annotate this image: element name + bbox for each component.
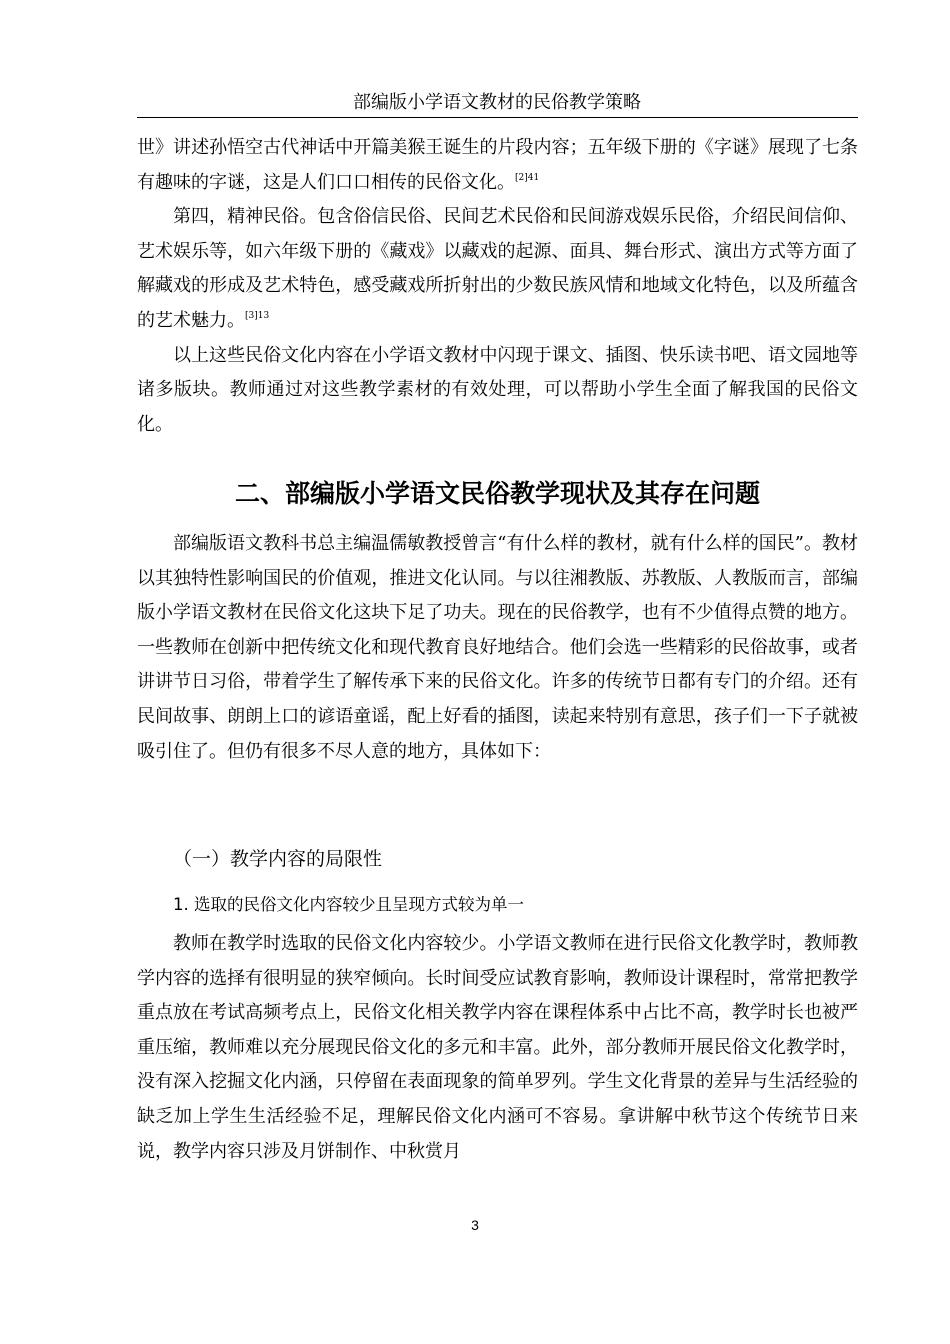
- page-number: 3: [471, 1217, 479, 1233]
- body-block-2: [137, 527, 858, 769]
- body-block-3: [137, 927, 858, 1169]
- header-rule: [137, 117, 858, 118]
- section-heading: 二、部编版小学语文民俗教学现状及其存在问题: [234, 479, 760, 508]
- paragraph-text: 世》讲述孙悟空古代神话中开篇美猴王诞生的片段内容；五年级下册的《字谜》展现了七条有趣味的字谜，这是人们口口相传的民俗文化。: [137, 137, 858, 193]
- paragraph: [137, 927, 858, 1169]
- paragraph-text: 第四，精神民俗。包含俗信民俗、民间艺术民俗和民间游戏娱乐民俗，介绍民间信仰、艺术娱乐等，如六年级下册的《藏戏》以藏戏的起源、面具、舞台形式、演出方式等方面了解藏戏的形成及艺术特色，感受藏戏所折射出的少数民族风情和地域文化特色，以及所蕴含的艺术魅力。: [137, 206, 858, 331]
- paragraph: [137, 131, 858, 200]
- running-header: 部编版小学语文教材的民俗教学策略: [353, 92, 641, 113]
- paragraph: [137, 200, 858, 338]
- citation-marker: [3]13: [245, 310, 270, 321]
- paragraph-text: 教师在教学时选取的民俗文化内容较少。小学语文教师在进行民俗文化教学时，教师教学内容的选择有很明显的狭窄倾向。长时间受应试教育影响，教师设计课程时，常常把教学重点放在考试高频考点上，民俗文化相关教学内容在课程体系中占比不高，教学时长也被严重压缩，教师难以充分展现民俗文化的多元和丰富。此外，部分教师开展民俗文化教学时，没有深入挖掘文化内涵，只停留在表面现象的简单罗列。学生文化背景的差异与生活经验的缺乏加上学生生活经验不足，理解民俗文化内涵可不容易。拿讲解中秋节这个传统节日来说，教学内容只涉及月饼制作、中秋赏月: [137, 933, 858, 1162]
- subsection-heading: （一）教学内容的局限性: [173, 848, 383, 870]
- citation-marker: [2]41: [515, 172, 540, 183]
- paragraph-text: 以上这些民俗文化内容在小学语文教材中闪现于课文、插图、快乐读书吧、语文园地等诸多版块。教师通过对这些教学素材的有效处理，可以帮助小学生全面了解我国的民俗文化。: [137, 344, 858, 435]
- subsubsection-heading: 1. 选取的民俗文化内容较少且呈现方式较为单一: [173, 895, 524, 914]
- paragraph: [137, 527, 858, 769]
- body-block-1: [137, 131, 858, 442]
- paragraph-text: 部编版语文教科书总主编温儒敏教授曾言“有什么样的教材，就有什么样的国民”。教材以其独特性影响国民的价值观，推进文化认同。与以往湘教版、苏教版、人教版而言，部编版小学语文教材在民俗文化这块下足了功夫。现在的民俗教学，也有不少值得点赞的地方。一些教师在创新中把传统文化和现代教育良好地结合。他们会选一些精彩的民俗故事，或者讲讲节日习俗，带着学生了解传承下来的民俗文化。许多的传统节日都有专门的介绍。还有民间故事、朗朗上口的谚语童谣，配上好看的插图，读起来特别有意思，孩子们一下子就被吸引住了。但仍有很多不尽人意的地方，具体如下：: [137, 533, 858, 762]
- paragraph: [137, 339, 858, 443]
